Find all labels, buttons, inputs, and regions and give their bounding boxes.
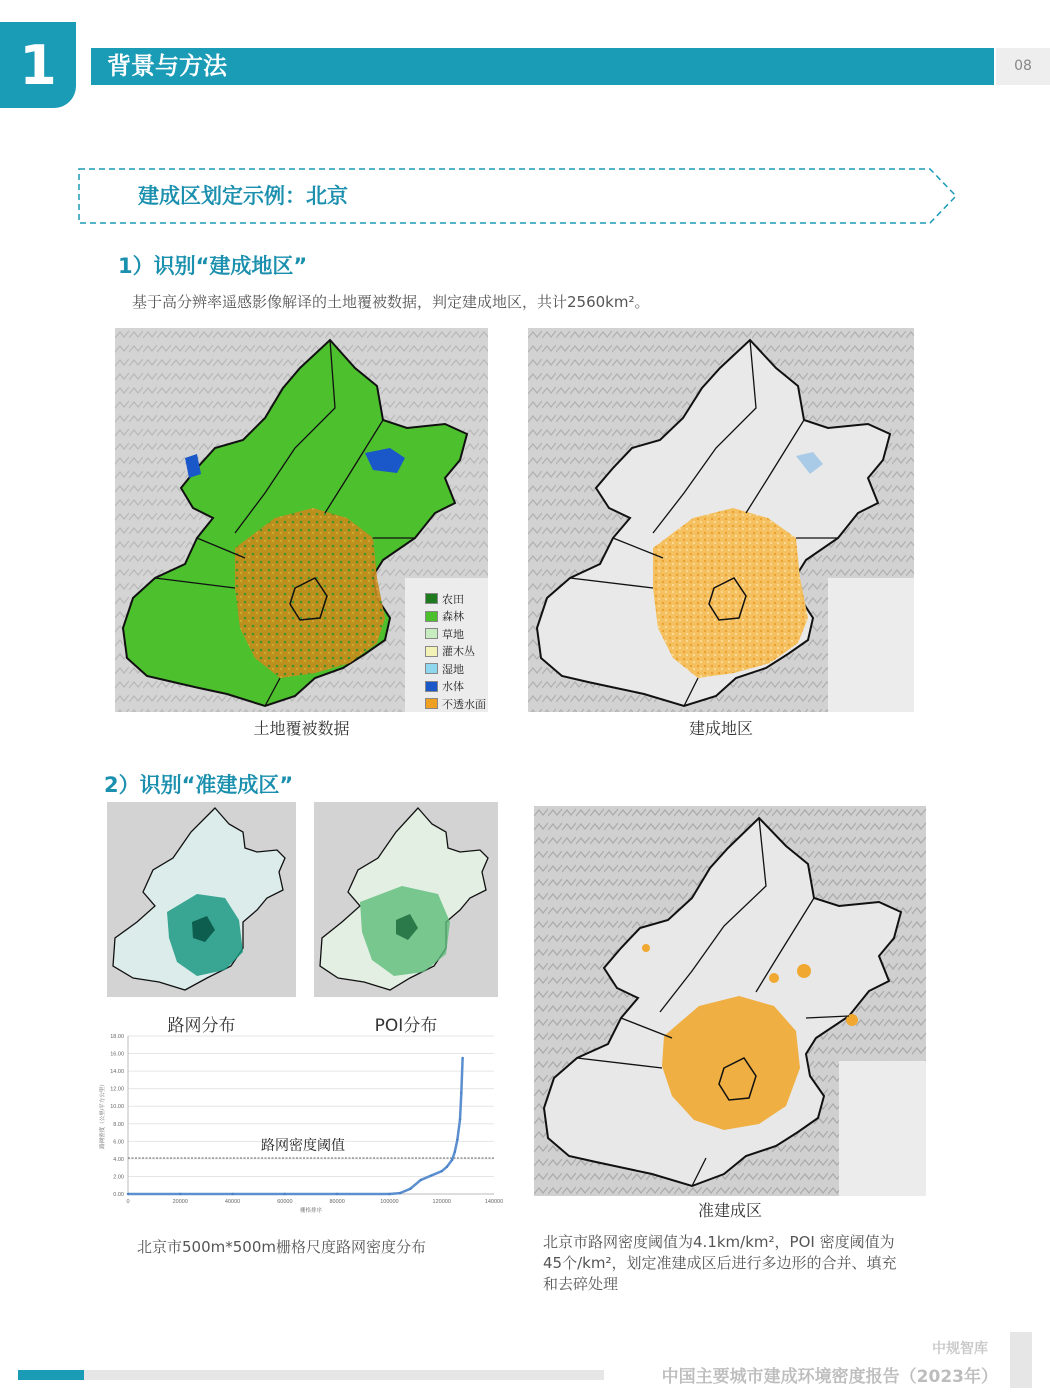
legend-item	[425, 660, 486, 678]
poi-map	[314, 802, 498, 997]
data-point	[460, 1092, 462, 1094]
footer-brand: 中规智库	[932, 1341, 988, 1357]
y-axis-label: 路网密度（公里/平方公里）	[100, 1081, 106, 1149]
step1-description: 基于高分辨率遥感影像解译的土地覆被数据，判定建成地区，共计2560km²。	[132, 293, 650, 311]
legend-item	[425, 625, 486, 643]
footer-bar	[84, 1370, 604, 1380]
legend-label: 湿地	[442, 662, 464, 676]
quasi-built-up-map	[534, 806, 926, 1196]
y-tick-label: 14.00	[110, 1069, 124, 1076]
y-tick-label: 12.00	[110, 1086, 124, 1093]
data-point	[456, 1138, 458, 1140]
x-tick-label: 140000	[484, 1199, 504, 1205]
x-axis-label: 栅格排序	[299, 1208, 323, 1214]
data-point	[336, 1193, 338, 1195]
y-tick-label: 18.00	[110, 1034, 124, 1040]
y-tick-label: 16.00	[110, 1051, 124, 1058]
data-point	[284, 1193, 286, 1195]
legend-label: 不透水面	[442, 697, 486, 711]
data-point	[430, 1174, 432, 1176]
legend-swatch	[425, 646, 438, 657]
land-cover-legend	[425, 590, 486, 713]
y-tick-label: 4.00	[113, 1156, 124, 1163]
legend-label: 水体	[442, 680, 464, 694]
road-network-caption: 路网分布	[167, 1016, 236, 1036]
road-network-map	[107, 802, 296, 997]
example-title: 建成区划定示例：北京	[138, 184, 348, 208]
data-point	[446, 1166, 448, 1168]
step1-title: 1）识别“建成地区”	[118, 254, 308, 278]
quasi-built-up-map-graphic	[534, 806, 926, 1196]
data-point	[454, 1151, 456, 1153]
data-point	[127, 1193, 129, 1195]
built-up-area-caption: 建成地区	[688, 719, 753, 738]
y-tick-label: 6.00	[113, 1139, 124, 1146]
legend-swatch	[425, 698, 438, 709]
footer-report-title: 中国主要城市建成环境密度报告（2023年）	[661, 1367, 998, 1387]
legend-item	[425, 678, 486, 696]
y-tick-label: 0.00	[113, 1192, 124, 1198]
data-point	[451, 1159, 453, 1161]
x-tick-label: 20000	[172, 1199, 188, 1205]
chart-caption: 北京市500m*500m栅格尺度路网密度分布	[137, 1238, 426, 1256]
x-tick-label: 40000	[224, 1199, 241, 1205]
legend-label: 森林	[442, 610, 464, 624]
y-tick-label: 10.00	[110, 1104, 124, 1111]
density-series-line	[128, 1058, 463, 1194]
footer-accent-bar	[18, 1370, 84, 1380]
built-up-area-map	[528, 328, 914, 712]
built-up-area-map-graphic	[528, 328, 914, 712]
x-tick-label: 100000	[380, 1199, 399, 1205]
road-density-chart	[96, 1030, 510, 1220]
land-cover-caption: 土地覆被数据	[253, 719, 350, 738]
data-point	[409, 1188, 411, 1190]
legend-label: 草地	[442, 627, 464, 641]
data-point	[231, 1193, 233, 1195]
legend-item	[425, 643, 486, 661]
data-point	[459, 1118, 461, 1120]
step2-title: 2）识别“准建成区”	[104, 773, 294, 797]
data-point	[461, 1057, 463, 1059]
section-title: 背景与方法	[91, 48, 994, 85]
legend-swatch	[425, 663, 438, 674]
data-point	[179, 1193, 181, 1195]
x-tick-label: 0	[126, 1199, 130, 1205]
data-point	[399, 1192, 401, 1194]
y-tick-label: 8.00	[113, 1121, 124, 1128]
legend-swatch	[425, 681, 438, 692]
road-network-map-graphic	[107, 802, 296, 997]
x-tick-label: 60000	[277, 1199, 293, 1205]
quasi-built-up-caption: 准建成区	[697, 1201, 762, 1220]
data-point	[441, 1170, 443, 1172]
x-tick-label: 120000	[432, 1199, 451, 1205]
poi-caption: POI分布	[374, 1016, 438, 1036]
footer-block	[1010, 1332, 1032, 1388]
legend-swatch	[425, 628, 438, 639]
legend-swatch	[425, 611, 438, 622]
poi-map-graphic	[314, 802, 498, 997]
section-number-badge: 1	[0, 22, 76, 108]
data-point	[388, 1193, 390, 1195]
legend-label: 灌木丛	[442, 645, 475, 659]
legend-item	[425, 590, 486, 608]
x-tick-label: 80000	[329, 1199, 345, 1205]
legend-label: 农田	[442, 592, 464, 606]
threshold-label: 路网密度阈值	[261, 1137, 345, 1154]
legend-item	[425, 608, 486, 626]
data-point	[420, 1179, 422, 1181]
legend-swatch	[425, 593, 438, 604]
legend-item	[425, 695, 486, 713]
y-tick-label: 2.00	[113, 1174, 124, 1181]
step2-description: 北京市路网密度阈值为4.1km/km²，POI 密度阈值为45个/km²，划定准建成区后进行多边形的合并、填充和去碎处理	[543, 1233, 897, 1293]
page-number: 08	[996, 48, 1050, 85]
